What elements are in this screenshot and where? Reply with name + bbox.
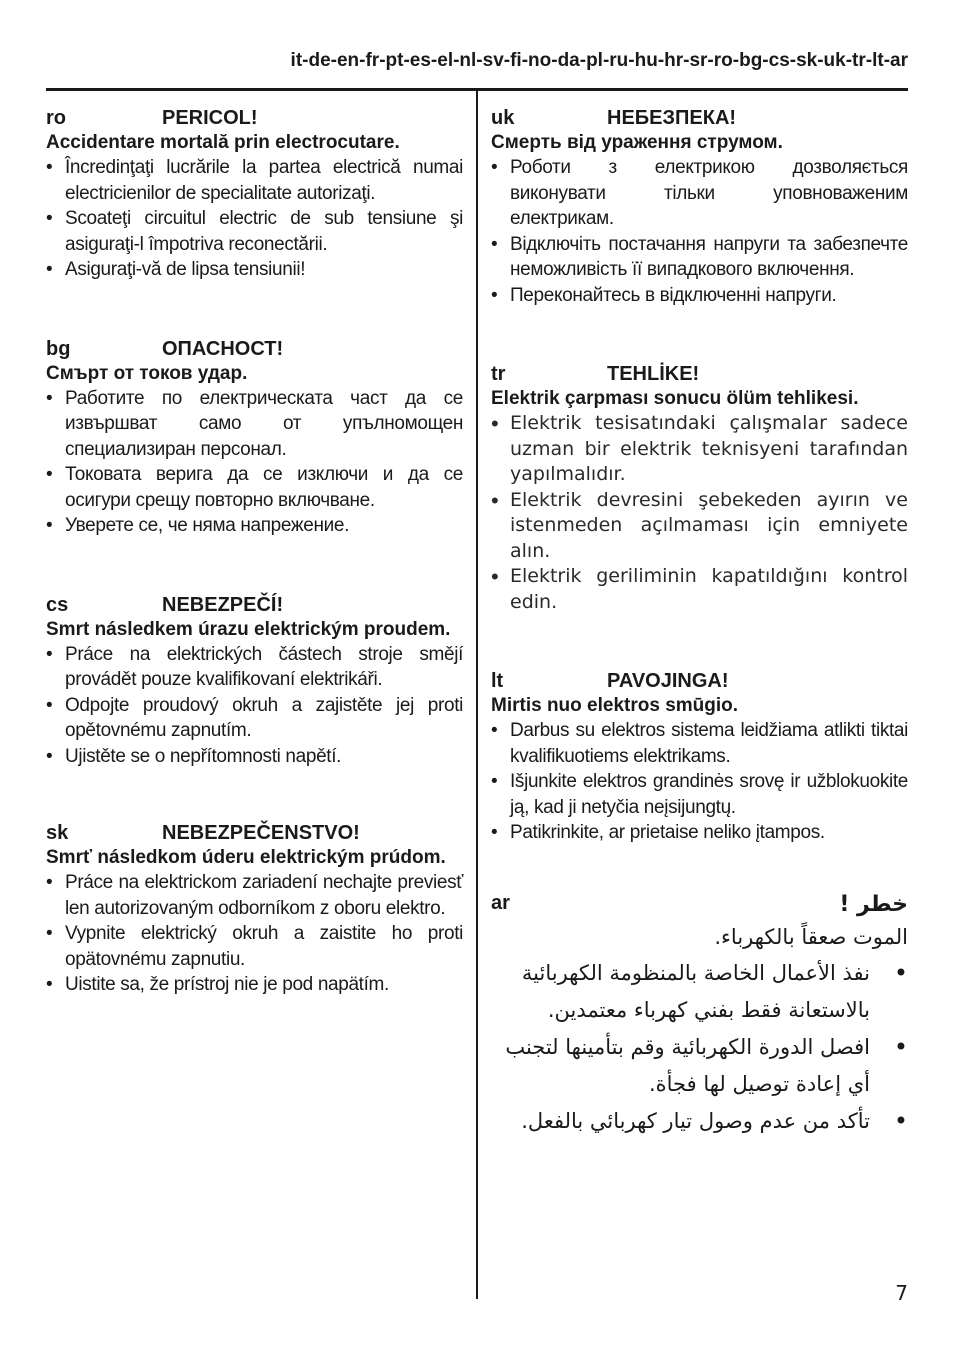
- left-column: [46, 106, 463, 998]
- instruction-list: [491, 411, 908, 615]
- warning-subtitle: الموت صعقاً بالكهرباء.: [714, 924, 908, 949]
- language-code: ar: [491, 891, 510, 914]
- section-heading: [46, 106, 463, 130]
- section-uk: [491, 106, 908, 308]
- list-item: • Odpojte proudový okruh a zajistěte jej proti opětovnému zapnutím.: [46, 693, 463, 744]
- language-code: cs: [46, 593, 69, 616]
- list-item: • Uistite sa, že prístroj nie je pod napätím.: [46, 972, 463, 998]
- warning-subtitle: Smrť následkom úderu elektrickým prúdom.: [46, 847, 446, 868]
- section-ar: [491, 892, 908, 1140]
- instruction-list: [491, 155, 908, 308]
- list-item: • Vypnite elektrický okruh a zaistite ho proti opätovnému zapnutiu.: [46, 921, 463, 972]
- language-code: ro: [46, 107, 66, 129]
- section-heading: [46, 337, 463, 361]
- warning-subtitle: Elektrik çarpması sonucu ölüm tehlikesi.: [491, 388, 859, 409]
- warning-title: TEHLİKE!: [607, 363, 700, 385]
- list-item: • Darbus su elektros sistema leidžiama atlikti tiktai kvalifikuotiems elektrikams.: [491, 718, 908, 769]
- warning-title: NEBEZPEČÍ!: [162, 593, 284, 616]
- list-item: • Работите по електрическата част да се извършват само от упълномощен специализиран персонал.: [46, 386, 463, 463]
- list-item: • نفذ الأعمال الخاصة بالمنظومة الكهربائية بالاستعانة فقط بفني كهرباء معتمدين.: [491, 955, 908, 1029]
- section-lt: [491, 669, 908, 846]
- language-list-header: it-de-en-fr-pt-es-el-nl-sv-fi-no-da-pl-ru-hu-hr-sr-ro-bg-cs-sk-uk-tr-lt-ar: [290, 50, 908, 71]
- instruction-list: [46, 155, 463, 283]
- section-sk: [46, 821, 463, 998]
- list-item: • افصل الدورة الكهربائية وقم بتأمينها لتجنب أي إعادة توصيل لها فجأة.: [491, 1029, 908, 1103]
- section-heading: [491, 892, 908, 917]
- language-code: lt: [491, 670, 504, 692]
- section-tr: [491, 362, 908, 615]
- warning-title: НЕБЕЗПЕКА!: [607, 107, 737, 129]
- instruction-list: [46, 386, 463, 539]
- list-item: • Ujistěte se o nepřítomnosti napětí.: [46, 744, 463, 770]
- section-heading: [46, 821, 463, 845]
- instruction-list: [491, 718, 908, 846]
- list-item: • Уверете се, че няма напрежение.: [46, 513, 463, 539]
- warning-subtitle: Accidentare mortală prin electrocutare.: [46, 132, 400, 153]
- warning-title: PAVOJINGA!: [607, 670, 729, 692]
- list-item: • Роботи з електрикою дозволяється виконувати тільки уповноваженим електрикам.: [491, 155, 908, 232]
- section-heading: [491, 362, 908, 386]
- instruction-list: [491, 955, 908, 1140]
- column-divider: [476, 91, 478, 1299]
- instruction-list: [46, 642, 463, 770]
- section-heading: [46, 593, 463, 617]
- list-item: • Токовата верига да се изключи и да се осигури срещу повторно включване.: [46, 462, 463, 513]
- list-item: • Переконайтесь в відключенні напруги.: [491, 283, 908, 309]
- warning-title: PERICOL!: [162, 107, 258, 129]
- list-item: • Elektrik devresini şebekeden ayırın ve istenmeden açılmaması için emniyete alın.: [491, 488, 908, 565]
- right-column: [491, 106, 908, 1140]
- warning-title: NEBEZPEČENSTVO!: [162, 822, 360, 844]
- section-ro: [46, 106, 463, 283]
- language-code: tr: [491, 363, 506, 385]
- section-heading: [491, 669, 908, 693]
- list-item: • تأكد من عدم وصول تيار كهربائي بالفعل.: [491, 1103, 908, 1140]
- list-item: • Práce na elektrických částech stroje smějí provádět pouze kvalifikovaní elektrikáři.: [46, 642, 463, 693]
- list-item: • Patikrinkite, ar prietaise neliko įtampos.: [491, 820, 908, 846]
- list-item: • Išjunkite elektros grandinės srovę ir užblokuokite ją, kad ji netyčia neįsijungtų.: [491, 769, 908, 820]
- section-heading: [491, 106, 908, 130]
- language-code: sk: [46, 822, 69, 844]
- section-cs: [46, 593, 463, 770]
- warning-subtitle: Смърт от токов удар.: [46, 362, 248, 384]
- warning-subtitle: Smrt následkem úrazu elektrickým proudem.: [46, 618, 451, 640]
- list-item: • Asiguraţi-vă de lipsa tensiunii!: [46, 257, 463, 283]
- section-bg: [46, 337, 463, 539]
- warning-title: ОПАСНОСТ!: [162, 337, 284, 360]
- page-number: 7: [895, 1281, 908, 1305]
- warning-title: خطر !: [839, 891, 908, 917]
- list-item: • Elektrik tesisatındaki çalışmalar sadece uzman bir elektrik teknisyeni tarafından yapılmalıdır.: [491, 411, 908, 488]
- warning-subtitle: Смерть від ураження струмом.: [491, 132, 783, 153]
- instruction-list: [46, 870, 463, 998]
- list-item: • Încredinţaţi lucrările la partea electrică numai electricienilor de specialitate autorizaţi.: [46, 155, 463, 206]
- list-item: • Elektrik geriliminin kapatıldığını kontrol edin.: [491, 564, 908, 615]
- list-item: • Práce na elektrickom zariadení nechajte previesť len autorizovaným odborníkom z oboru elektro.: [46, 870, 463, 921]
- list-item: • Scoateţi circuitul electric de sub tensiune şi asiguraţi-l împotriva reconectării.: [46, 206, 463, 257]
- warning-subtitle: Mirtis nuo elektros smūgio.: [491, 695, 739, 716]
- list-item: • Відключіть постачання напруги та забезпечте неможливість її випадкового включення.: [491, 232, 908, 283]
- language-code: bg: [46, 337, 71, 360]
- language-code: uk: [491, 107, 515, 129]
